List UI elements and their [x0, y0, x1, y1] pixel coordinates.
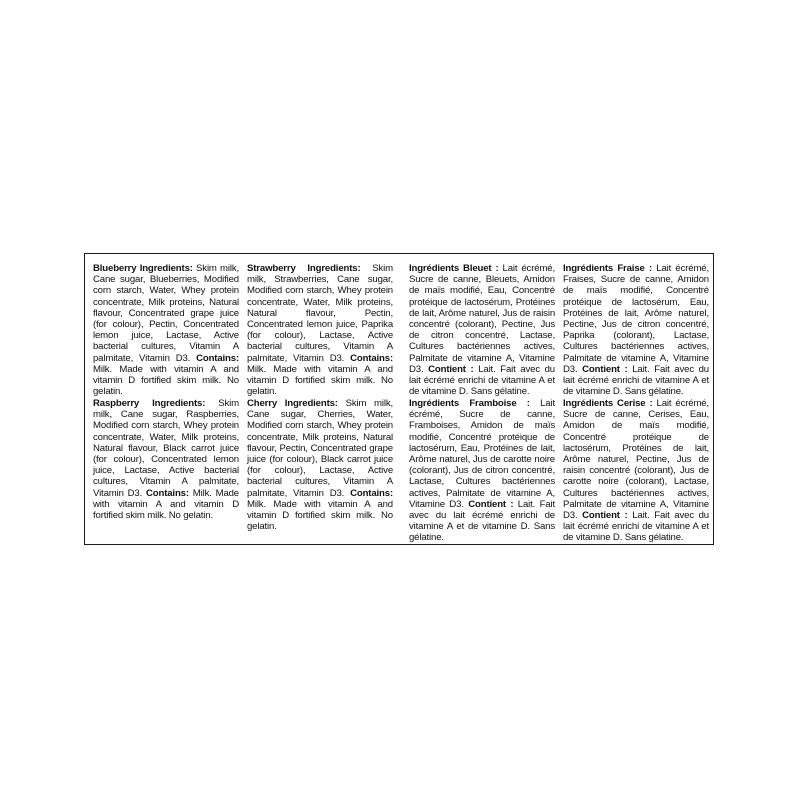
cherry-ingredients-fr	[563, 398, 709, 544]
panel-body: Lait écrémé, Sucre de canne, Bleuets, Amidon de maïs modifié, Eau, Concentré protéique de lactosérum, Protéines de lait, Arôme naturel, Jus de raisin concentré (colorant), Pectine, Jus de citron concentré, Lactase, Cultures bactériennes actives, Palmitate de vitamine A, Vitamine D3.	[409, 263, 555, 375]
raspberry-ingredients-fr	[409, 398, 555, 544]
ingredients-label-panel	[84, 253, 714, 545]
contains-text: Lait. Fait avec du lait écrémé enrichi de vitamine A et de vitamine D. Sans gélatine.	[409, 498, 555, 544]
contains-label: Contient :	[582, 363, 628, 375]
blueberry-ingredients-en	[93, 263, 239, 397]
contains-text: Lait. Fait avec du lait écrémé enrichi de vitamine A et de vitamine D. Sans gélatine.	[563, 363, 709, 398]
panel-heading: Ingrédients Framboise :	[409, 398, 530, 409]
panel-heading: Ingrédients Fraise :	[563, 263, 652, 274]
contains-label: Contains:	[350, 487, 393, 499]
contains-text: Milk. Made with vitamin A and vitamin D fortified skim milk. No gelatin.	[247, 498, 393, 533]
panel-heading: Strawberry Ingredients:	[247, 263, 361, 274]
contains-text: Lait. Fait avec du lait écrémé enrichi de vitamine A et de vitamine D. Sans gélatine.	[409, 363, 555, 398]
panel-body: Skim milk, Cane sugar, Blueberries, Modified corn starch, Water, Whey protein concentrate, Milk proteins, Natural flavour, Concentrated grape juice (for colour), Pectin, Concentrated lemon juice, Lactase, Active bacterial cultures, Vitamin A palmitate, Vitamin D3.	[93, 263, 239, 364]
contains-text: Lait. Fait avec du lait écrémé enrichi de vitamine A et de vitamine D. Sans gélatine.	[563, 510, 709, 544]
contains-label: Contains:	[350, 352, 393, 364]
blueberry-ingredients-fr	[409, 263, 555, 397]
contains-label: Contient :	[582, 510, 628, 522]
panel-body: Skim milk, Cane sugar, Raspberries, Modified corn starch, Whey protein concentrate, Water, Milk proteins, Natural flavour, Black carrot juice (for colour), Concentrated lemon juice, Lactase, Active bacterial cultures, Vitamin A palmitate, Vitamin D3.	[93, 398, 239, 499]
panel-body: Skim milk, Cane sugar, Cherries, Water, Modified corn starch, Whey protein concentrate, Milk proteins, Natural flavour, Pectin, Concentrated grape juice (for colour), Black carrot juice (for colour), Lactase, Active bacterial cultures, Vitamin A palmitate, Vitamin D3.	[247, 398, 393, 499]
contains-label: Contient :	[468, 498, 514, 510]
contains-text: Milk. Made with vitamin A and vitamin D fortified skim milk. No gelatin.	[93, 363, 239, 398]
panel-body: Lait écrémé, Sucre de canne, Cerises, Eau, Amidon de maïs modifié, Concentré protéique de lactosérum, Protéines de lait, Arôme naturel, Pectine, Jus de raisin concentré (colorant), Jus de carotte noire (colorant), Lactase, Cultures bactériennes actives, Palmitate de vitamine A, Vitamine D3.	[563, 398, 709, 522]
panel-body: Skim milk, Strawberries, Cane sugar, Modified corn starch, Whey protein concentrate, Water, Milk proteins, Natural flavour, Pectin, Concentrated lemon juice, Paprika (for colour), Lactase, Active bacterial cultures, Vitamin A palmitate, Vitamin D3.	[247, 263, 393, 364]
contains-label: Contains:	[146, 487, 189, 499]
panel-heading: Cherry Ingredients:	[247, 398, 338, 409]
panel-heading: Raspberry Ingredients:	[93, 398, 206, 409]
strawberry-ingredients-en	[247, 263, 393, 397]
contains-label: Contains:	[196, 352, 239, 364]
cherry-ingredients-en	[247, 398, 393, 532]
strawberry-ingredients-fr	[563, 263, 709, 397]
panel-body: Lait écrémé, Sucre de canne, Framboises, Amidon de maïs modifié, Concentré protéique de lactosérum, Eau, Protéines de lait, Arôme naturel, Jus de carotte noire (colorant), Jus de citron concentré, Lactase, Cultures bactériennes actives, Palmitate de vitamine A, Vitamine D3.	[409, 398, 555, 510]
panel-heading: Blueberry Ingredients:	[93, 263, 193, 274]
raspberry-ingredients-en	[93, 398, 239, 521]
contains-label: Contient :	[428, 363, 474, 375]
contains-text: Milk. Made with vitamin A and vitamin D fortified skim milk. No gelatin.	[247, 363, 393, 398]
panel-body: Lait écrémé, Fraises, Sucre de canne, Amidon de maïs modifié, Concentré protéique de lactosérum, Eau, Protéines de lait, Arôme naturel, Pectine, Jus de citron concentré, Paprika (colorant), Lactase, Cultures bactériennes actives, Palmitate de vitamine A, Vitamine D3.	[563, 263, 709, 375]
panel-heading: Ingrédients Bleuet :	[409, 263, 499, 274]
contains-text: Milk. Made with vitamin A and vitamin D fortified skim milk. No gelatin.	[93, 487, 239, 522]
panel-heading: Ingrédients Cerise :	[563, 398, 653, 409]
